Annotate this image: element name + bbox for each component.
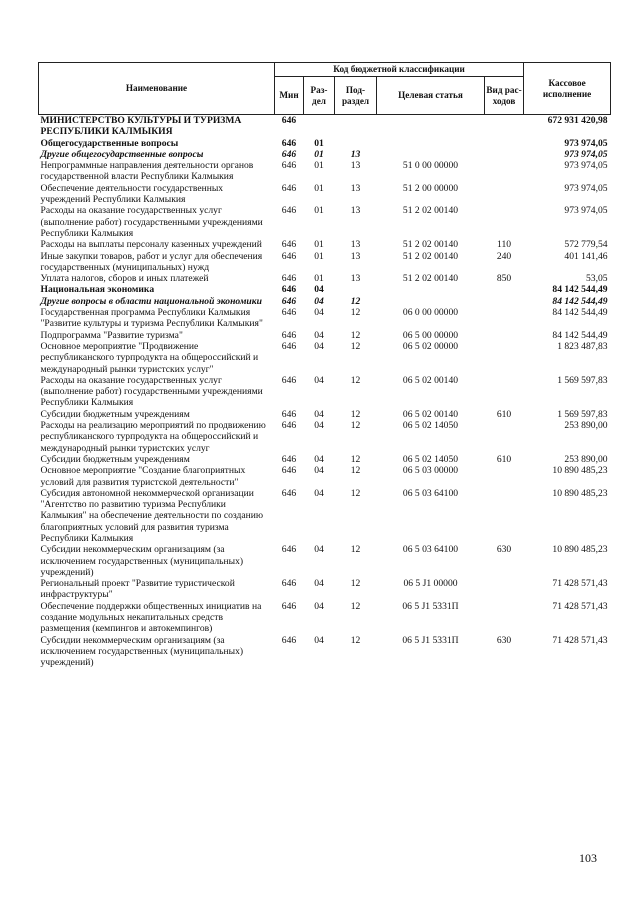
cell-podrazdel: 12 [350, 329, 361, 341]
header-code-group: Код бюджетной классификации [275, 63, 524, 77]
cell-name: Субсидии некоммерческим организациям (за исключением государственных (муниципальных) учреждений) [40, 544, 244, 578]
cell-podrazdel: 12 [350, 453, 361, 465]
table-row [39, 578, 611, 601]
cell-vid [485, 488, 524, 544]
cell-name: Расходы на оказание государственных услуг (выполнение работ) государственными учреждениями Республики Калмыкия [40, 374, 263, 409]
cell-razdel: 04 [314, 307, 324, 319]
cell-celevaya: 06 5 00 00000 [402, 329, 459, 341]
cell-razdel: 04 [314, 295, 324, 307]
cell-sum: 253 890,00 [564, 453, 608, 465]
header-kassovoe: Кассовое исполнение [524, 63, 611, 115]
cell-podrazdel: 12 [350, 578, 361, 590]
cell-celevaya: 51 2 02 00140 [402, 273, 459, 285]
cell-podrazdel: 12 [350, 340, 361, 352]
cell-razdel: 01 [314, 160, 324, 172]
cell-podrazdel: 12 [350, 634, 361, 646]
cell-min: 646 [281, 307, 297, 319]
cell-celevaya: 06 5 J1 5331П [402, 634, 459, 646]
cell-vid: 240 [496, 250, 512, 262]
cell-celevaya: 06 5 02 00140 [402, 408, 459, 420]
cell-podrazdel: 13 [350, 182, 361, 194]
table-row [39, 409, 611, 420]
cell-razdel: 04 [314, 487, 324, 499]
cell-name: Субсидии бюджетным учреждениям [40, 408, 190, 420]
cell-name: Другие вопросы в области национальной экономики [40, 295, 262, 307]
cell-podrazdel: 13 [350, 148, 361, 160]
cell-vid [485, 330, 524, 341]
cell-sum: 84 142 544,49 [552, 329, 608, 341]
cell-podrazdel: 12 [350, 295, 361, 307]
cell-min: 646 [281, 465, 297, 477]
page-number: 103 [579, 851, 597, 865]
budget-table-page [38, 62, 610, 669]
header-name: Наименование [39, 63, 275, 115]
cell-sum: 973 974,05 [564, 205, 608, 217]
cell-celevaya: 06 5 02 00140 [402, 374, 459, 386]
cell-sum: 71 428 571,43 [552, 578, 608, 590]
cell-sum: 1 569 597,83 [557, 408, 608, 420]
cell-razdel: 01 [314, 148, 324, 160]
cell-vid: 850 [496, 273, 512, 285]
header-min: Мин [275, 77, 304, 115]
cell-min: 646 [281, 137, 297, 149]
cell-podrazdel: 12 [350, 307, 361, 319]
cell-name: Общегосударственные вопросы [40, 137, 179, 149]
cell-podrazdel: 12 [350, 487, 361, 499]
cell-podrazdel: 12 [350, 600, 361, 612]
cell-razdel: 04 [314, 465, 324, 477]
cell-podrazdel: 13 [350, 205, 361, 217]
table-row [39, 454, 611, 465]
table-row [39, 284, 611, 295]
cell-name: МИНИСТЕРСТВО КУЛЬТУРЫ И ТУРИЗМА РЕСПУБЛИКИ КАЛМЫКИЯ [40, 115, 242, 138]
cell-min: 646 [281, 600, 297, 612]
cell-razdel: 01 [314, 137, 324, 149]
table-row [39, 160, 611, 183]
cell-razdel [304, 115, 335, 138]
cell-podrazdel [335, 284, 377, 295]
cell-vid [485, 420, 524, 454]
cell-name: Субсидии бюджетным учреждениям [40, 453, 190, 465]
cell-razdel: 04 [314, 453, 324, 465]
table-row [39, 488, 611, 544]
cell-podrazdel: 13 [350, 273, 361, 285]
cell-celevaya: 06 5 03 64100 [402, 544, 459, 556]
cell-sum: 84 142 544,49 [552, 307, 608, 319]
cell-vid [485, 149, 524, 160]
cell-sum: 71 428 571,43 [552, 634, 608, 646]
cell-min: 646 [281, 329, 297, 341]
cell-razdel: 01 [314, 205, 324, 217]
cell-celevaya: 06 5 02 14050 [402, 420, 459, 432]
cell-podrazdel: 12 [350, 465, 361, 477]
table-row [39, 375, 611, 409]
cell-razdel: 04 [314, 329, 324, 341]
table-body [39, 115, 611, 669]
cell-min: 646 [281, 453, 297, 465]
cell-vid [485, 465, 524, 488]
cell-name: Основное мероприятие "Продвижение республиканского турпродукта на общероссийский и международный рынки туристских услуг" [40, 340, 259, 375]
cell-razdel: 01 [314, 273, 324, 285]
cell-sum: 401 141,46 [564, 250, 608, 262]
header-podrazdel: Под-раздел [335, 77, 377, 115]
table-row [39, 635, 611, 669]
cell-sum: 10 890 485,23 [552, 544, 608, 556]
cell-celevaya [377, 296, 485, 307]
cell-name: Другие общегосударственные вопросы [40, 148, 204, 160]
budget-table [38, 62, 611, 669]
table-row [39, 307, 611, 330]
cell-name: Субсидии некоммерческим организациям (за исключением государственных (муниципальных) учреждений) [40, 634, 244, 669]
cell-min: 646 [281, 182, 297, 194]
cell-sum: 10 890 485,23 [552, 487, 608, 499]
table-row [39, 138, 611, 149]
cell-name: Непрограммные направления деятельности органов государственной власти Республики Калмыкия [40, 160, 254, 183]
cell-name: Обеспечение поддержки общественных инициатив на создание модульных некапитальных средств размещения (кемпингов и автокемпингов) [40, 600, 262, 635]
cell-vid [485, 375, 524, 409]
cell-celevaya: 06 0 00 00000 [402, 307, 459, 319]
table-row [39, 251, 611, 274]
cell-vid: 630 [496, 544, 512, 556]
cell-name: Расходы на реализацию мероприятий по продвижению республиканского турпродукта на общероссийский и международный рынки туристских услуг [40, 420, 266, 454]
header-razdel: Раз-дел [304, 77, 335, 115]
table-header [39, 63, 611, 115]
cell-vid: 630 [496, 634, 512, 646]
cell-vid [485, 341, 524, 375]
cell-celevaya: 06 5 03 64100 [402, 487, 459, 499]
table-row [39, 601, 611, 635]
cell-min: 646 [281, 295, 297, 307]
cell-razdel: 04 [314, 634, 324, 646]
cell-min: 646 [281, 148, 297, 160]
cell-razdel: 04 [314, 578, 324, 590]
cell-razdel: 04 [314, 544, 324, 556]
cell-celevaya: 51 0 00 00000 [402, 160, 459, 172]
cell-vid [485, 307, 524, 330]
cell-sum: 1 823 487,83 [557, 340, 608, 352]
cell-razdel: 04 [314, 408, 324, 420]
cell-podrazdel [335, 115, 377, 138]
cell-podrazdel: 12 [350, 544, 361, 556]
cell-razdel: 04 [314, 600, 324, 612]
cell-name: Обеспечение деятельности государственных учреждений Республики Калмыкия [40, 182, 224, 206]
cell-sum: 10 890 485,23 [552, 465, 608, 477]
cell-sum: 84 142 544,49 [552, 284, 608, 296]
cell-podrazdel: 13 [350, 239, 361, 251]
cell-celevaya: 06 5 02 00000 [402, 340, 459, 352]
table-row [39, 183, 611, 206]
cell-vid: 610 [496, 408, 512, 420]
cell-sum: 1 569 597,83 [557, 374, 608, 386]
cell-name: Уплата налогов, сборов и иных платежей [40, 273, 209, 285]
cell-name: Расходы на оказание государственных услуг (выполнение работ) государственными учреждениями Республики Калмыкия [40, 205, 263, 239]
table-row [39, 341, 611, 375]
table-row [39, 239, 611, 250]
header-vid: Вид рас-ходов [485, 77, 524, 115]
cell-min: 646 [281, 239, 297, 251]
cell-celevaya [377, 149, 485, 160]
cell-celevaya [377, 284, 485, 295]
table-row [39, 205, 611, 239]
cell-celevaya [377, 115, 485, 138]
cell-celevaya: 51 2 02 00140 [402, 239, 459, 251]
cell-podrazdel: 13 [350, 160, 361, 172]
cell-vid [485, 183, 524, 206]
cell-vid [485, 578, 524, 601]
cell-razdel: 01 [314, 250, 324, 262]
cell-celevaya: 51 2 00 00000 [402, 182, 459, 194]
cell-vid [485, 205, 524, 239]
cell-min: 646 [281, 374, 297, 386]
table-row [39, 115, 611, 138]
cell-vid [485, 284, 524, 295]
table-row [39, 149, 611, 160]
cell-sum: 672 931 420,98 [547, 115, 608, 126]
cell-celevaya: 06 5 03 00000 [402, 465, 459, 477]
cell-celevaya [377, 138, 485, 149]
header-celevaya: Целевая статья [377, 77, 485, 115]
cell-sum: 973 974,05 [564, 148, 608, 160]
cell-min: 646 [281, 544, 297, 556]
cell-min: 646 [281, 273, 297, 285]
cell-vid [485, 115, 524, 138]
cell-celevaya: 51 2 02 00140 [402, 250, 459, 262]
cell-name: Расходы на выплаты персоналу казенных учреждений [40, 239, 262, 251]
cell-razdel: 01 [314, 239, 324, 251]
cell-sum: 71 428 571,43 [552, 600, 608, 612]
cell-sum: 572 779,54 [564, 239, 608, 251]
cell-celevaya: 51 2 02 00140 [402, 205, 459, 217]
cell-vid [485, 138, 524, 149]
cell-podrazdel: 12 [350, 408, 361, 420]
table-row [39, 465, 611, 488]
table-row [39, 273, 611, 284]
cell-sum: 973 974,05 [564, 137, 608, 149]
cell-name: Основное мероприятие "Создание благоприятных условий для развития туристской деятельности" [40, 465, 246, 488]
cell-podrazdel [335, 138, 377, 149]
cell-name: Государственная программа Республики Калмыкия "Развитие культуры и туризма Республики Калмыкия" [40, 307, 263, 330]
cell-sum: 253 890,00 [564, 420, 608, 432]
cell-razdel: 04 [314, 284, 324, 296]
cell-min: 646 [281, 578, 297, 590]
cell-sum: 973 974,05 [564, 160, 608, 172]
cell-vid: 610 [496, 453, 512, 465]
cell-podrazdel: 12 [350, 420, 361, 432]
table-row [39, 296, 611, 307]
cell-min: 646 [281, 205, 297, 217]
cell-razdel: 01 [314, 182, 324, 194]
cell-razdel: 04 [314, 420, 324, 432]
cell-sum: 973 974,05 [564, 182, 608, 194]
cell-razdel: 04 [314, 340, 324, 352]
cell-min: 646 [281, 634, 297, 646]
cell-vid [485, 296, 524, 307]
cell-min: 646 [281, 160, 297, 172]
cell-celevaya: 06 5 02 14050 [402, 453, 459, 465]
cell-min: 646 [281, 284, 297, 296]
cell-name: Субсидия автономной некоммерческой организации "Агентство по развитию туризма Республики Калмыкия" на обеспечение деятельности по созданию благоприятных условий для развития туризма Республики Калмыкия [40, 487, 264, 544]
table-row [39, 330, 611, 341]
cell-razdel: 04 [314, 374, 324, 386]
cell-vid [485, 160, 524, 183]
cell-min: 646 [281, 487, 297, 499]
cell-name: Иные закупки товаров, работ и услуг для обеспечения государственных (муниципальных) нужд [40, 250, 263, 273]
cell-celevaya: 06 5 J1 00000 [403, 578, 458, 590]
cell-vid: 110 [497, 239, 512, 251]
cell-min: 646 [281, 250, 297, 262]
cell-celevaya: 06 5 J1 5331П [402, 600, 459, 612]
table-row [39, 420, 611, 454]
cell-min: 646 [281, 420, 297, 432]
cell-vid [485, 601, 524, 635]
cell-min: 646 [281, 115, 297, 126]
cell-name: Региональный проект "Развитие туристической инфраструктуры" [40, 578, 235, 601]
cell-podrazdel: 13 [350, 250, 361, 262]
cell-name: Национальная экономика [40, 284, 155, 296]
cell-sum: 53,05 [585, 273, 608, 285]
cell-name: Подпрограмма "Развитие туризма" [40, 329, 183, 341]
cell-min: 646 [281, 340, 297, 352]
cell-min: 646 [281, 408, 297, 420]
table-row [39, 544, 611, 578]
cell-podrazdel: 12 [350, 374, 361, 386]
cell-sum: 84 142 544,49 [552, 295, 608, 307]
